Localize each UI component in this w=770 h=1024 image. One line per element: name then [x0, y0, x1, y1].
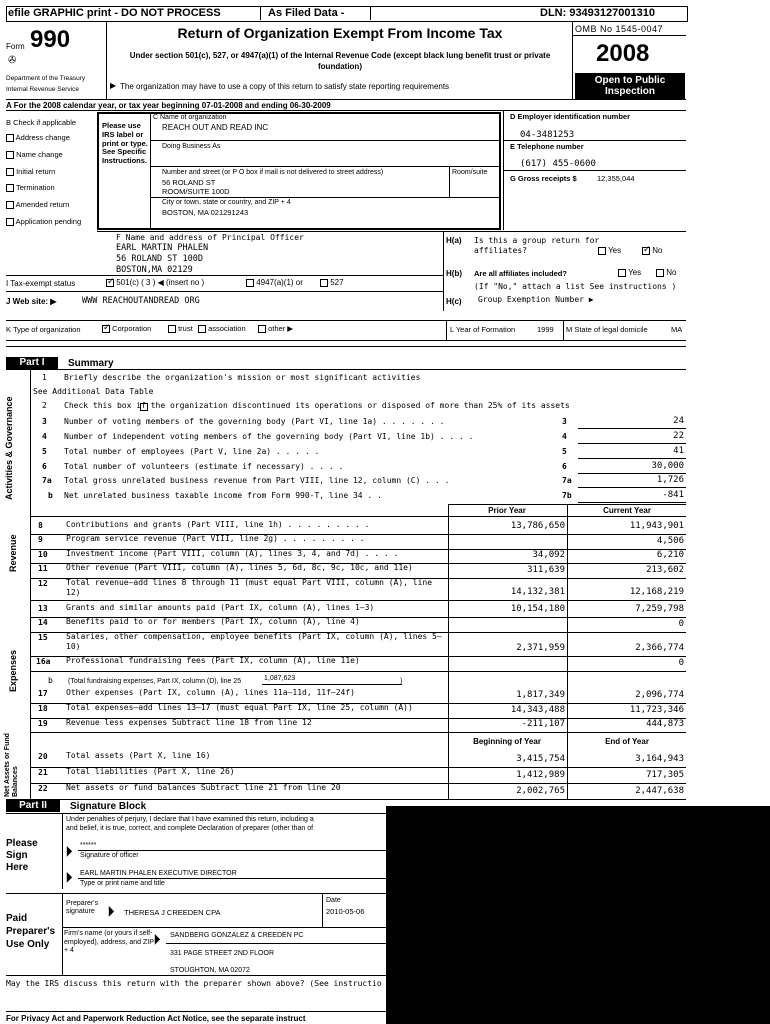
part2-title: Signature Block	[70, 801, 147, 812]
signature-stars: ******	[80, 842, 97, 849]
ha-label: H(a)	[446, 236, 462, 245]
side-net-assets: Net Assets or Fund Balances	[4, 733, 19, 797]
ha-text: Is this a group return for affiliates?	[474, 236, 600, 255]
col-beginning-year: Beginning of Year	[473, 737, 541, 746]
perjury-line-2: and belief, it is true, correct, and complete Declaration of preparer (other than of	[66, 825, 314, 832]
website-label: J Web site: ▶	[6, 297, 57, 306]
current-value: 7,259,798	[635, 604, 684, 614]
fin-line-num: 14	[38, 618, 48, 627]
current-value: 0	[678, 619, 684, 629]
org-type-trust[interactable]: trust	[168, 324, 193, 333]
street-line-2: ROOM/SUITE 100D	[162, 187, 230, 196]
paid-preparer-label: Paid Preparer's Use Only	[6, 913, 56, 950]
line-a: A For the 2008 calendar year, or tax year beginning 07-01-2008 and ending 06-30-2009	[6, 101, 331, 110]
fin-line-text: Total expenses—add lines 13–17 (must equal Part IX, line 25, column (A))	[66, 703, 413, 712]
preparer-signature-label: Preparer's signature	[66, 900, 99, 915]
perjury-line-1: Under penalties of perjury, I declare that I have examined this return, including a	[66, 816, 314, 823]
prior-value: 14,343,488	[510, 705, 565, 715]
fin-line-text: Total liabilities (Part X, line 26)	[66, 767, 235, 776]
line16b-value: 1,087,623	[264, 675, 296, 682]
efile-label: efile GRAPHIC print - DO NOT PROCESS	[8, 7, 221, 19]
prior-value: 2,002,765	[516, 786, 565, 796]
side-revenue: Revenue	[8, 534, 18, 572]
form-subtitle: Under section 501(c), 527, or 4947(a)(1) of the Internal Revenue Code (except black lung benefit trust or private foundation)	[129, 51, 551, 71]
prior-value: 1,412,989	[516, 770, 565, 780]
gov-line-num: b	[48, 491, 53, 500]
fin-line-text: Net assets or fund balances Subtract line 21 from line 20	[66, 783, 341, 792]
gov-line-ref: 6	[562, 462, 567, 471]
fin-line-text: Total revenue—add lines 8 through 11 (must equal Part VIII, column (A), line 12)	[66, 578, 433, 597]
firm-address: 331 PAGE STREET 2ND FLOOR	[170, 950, 274, 957]
current-value: 2,096,774	[635, 690, 684, 700]
amended-return-check[interactable]: Amended return	[6, 197, 81, 214]
name-change-check[interactable]: Name change	[6, 147, 81, 164]
domicile-label: M State of legal domicile	[566, 325, 648, 334]
col-prior-year: Prior Year	[488, 506, 526, 515]
row-divider	[30, 732, 686, 733]
street-line-1: 56 ROLAND ST	[162, 178, 216, 187]
dept-treasury: Department of the Treasury	[6, 75, 86, 82]
hb-no[interactable]: No	[656, 268, 676, 277]
line2-num: 2	[42, 401, 47, 410]
fin-line-num: 10	[38, 550, 48, 559]
fin-line-num: 16a	[36, 657, 51, 666]
officer-name: EARL MARTIN PHALEN	[116, 243, 209, 253]
termination-check[interactable]: Termination	[6, 180, 81, 197]
hc-text: Group Exemption Number ▶	[478, 295, 594, 304]
sign-arrow-icon-2: ▶	[66, 868, 73, 884]
city-label: City or town, state or country, and ZIP + 4	[162, 199, 291, 206]
gov-line-value: 41	[673, 446, 684, 456]
dba-label: Doing Business As	[162, 143, 221, 150]
domicile-value: MA	[671, 325, 683, 334]
formation-label: L Year of Formation	[450, 325, 516, 334]
firm-city: STOUGHTON, MA 02072	[170, 967, 250, 974]
firm-label: Firm's name (or yours if self-employed), address, and ZIP + 4	[64, 930, 154, 954]
irs-discuss-question: May the IRS discuss this return with the preparer shown above? (See instructio	[6, 979, 382, 988]
fin-line-num: 18	[38, 704, 48, 713]
form-title: Return of Organization Exempt From Income Tax	[177, 25, 503, 41]
gov-line-num: 6	[42, 462, 47, 471]
hb-text: Are all affiliates included?	[474, 269, 567, 278]
fin-line-num: 15	[38, 633, 48, 642]
irs-eagle-icon: ✇	[8, 55, 17, 66]
current-value: 213,602	[646, 565, 684, 575]
officer-title: EARL MARTIN PHALEN EXECUTIVE DIRECTOR	[80, 870, 237, 877]
gross-value: 12,355,044	[597, 174, 635, 183]
gov-line-num: 4	[42, 432, 47, 441]
gov-line-text: Number of independent voting members of the governing body (Part VI, line 1b) . . . .	[64, 432, 474, 441]
gov-line-num: 5	[42, 447, 47, 456]
fin-line-text: Investment income (Part VIII, column (A), lines 3, 4, and 7d) . . . .	[66, 549, 399, 558]
fin-line-num: 20	[38, 752, 48, 761]
value-underline	[578, 458, 686, 459]
gov-line-value: 24	[673, 416, 684, 426]
phone-label: E Telephone number	[510, 142, 584, 151]
prior-value: 14,132,381	[510, 587, 565, 597]
firm-name: SANDBERG GONZALEZ & CREEDEN PC	[170, 932, 304, 939]
org-name: REACH OUT AND READ INC	[162, 123, 269, 132]
name-title-label: Type or print name and title	[80, 880, 165, 887]
gov-line-ref: 5	[562, 447, 567, 456]
org-type-corporation[interactable]: ✓ Corporation	[102, 324, 151, 333]
initial-return-check[interactable]: Initial return	[6, 164, 81, 181]
ein-label: D Employer identification number	[510, 112, 631, 121]
side-expenses: Expenses	[8, 649, 18, 692]
fin-line-num: 11	[38, 564, 48, 573]
c-name-label: C Name of organization	[153, 114, 227, 121]
prior-value: -211,107	[521, 719, 565, 729]
gov-line-value: 1,726	[656, 475, 684, 485]
current-value: 6,210	[656, 550, 684, 560]
firm-arrow-icon: ▶	[154, 930, 161, 946]
preparer-name: THERESA J CREEDEN CPA	[124, 908, 221, 917]
sign-arrow-icon: ▶	[66, 842, 73, 858]
fin-line-text: Grants and similar amounts paid (Part IX, column (A), lines 1–3)	[66, 603, 375, 612]
ein-value: 04-3481253	[520, 130, 575, 140]
prior-value: 34,092	[532, 550, 565, 560]
gov-line-value: 22	[673, 431, 684, 441]
officer-city: BOSTON,MA 02129	[116, 265, 193, 275]
current-value: 3,164,943	[635, 754, 684, 764]
value-underline	[578, 502, 686, 503]
current-value: 11,943,901	[629, 521, 684, 531]
fin-line-num: 9	[38, 535, 43, 544]
see-additional: See Additional Data Table	[33, 387, 154, 396]
fin-line-text: Revenue less expenses Subtract line 18 from line 12	[66, 718, 312, 727]
gross-label: G Gross receipts $	[510, 174, 577, 183]
fin-line-text: Other expenses (Part IX, column (A), lines 11a–11d, 11f–24f)	[66, 688, 355, 697]
prep-arrow-icon: ▶	[108, 902, 115, 918]
website-value[interactable]: WWW REACHOUTANDREAD ORG	[82, 296, 200, 306]
gov-line-ref: 3	[562, 417, 567, 426]
col-end-year: End of Year	[605, 737, 649, 746]
omb-number: OMB No 1545-0047	[575, 24, 664, 34]
part1-title: Summary	[68, 358, 114, 369]
privacy-notice: For Privacy Act and Paperwork Reduction Act Notice, see the separate instruct	[6, 1014, 306, 1023]
part1-tag: Part I	[6, 357, 58, 369]
fin-line-text: Professional fundraising fees (Part IX, column (A), line 11e)	[66, 656, 360, 665]
fin-line-num: 12	[38, 579, 48, 588]
b-checklist	[6, 130, 81, 231]
gov-line-ref: 7b	[562, 491, 572, 500]
fin-line-num: 8	[38, 521, 43, 530]
fin-line-text: Total assets (Part X, line 16)	[66, 751, 211, 760]
tax-exempt-label: I Tax-exempt status	[6, 279, 76, 288]
prior-value: 1,817,349	[516, 690, 565, 700]
gov-line-value: 30,000	[651, 461, 684, 471]
current-value: 444,873	[646, 719, 684, 729]
col-current-year: Current Year	[603, 506, 651, 515]
line1-text: Briefly describe the organization's mission or most significant activities	[64, 373, 421, 382]
fin-line-num: 13	[38, 604, 48, 613]
form-number: 990	[30, 26, 71, 53]
current-value: 12,168,219	[629, 587, 684, 597]
as-filed-label: As Filed Data -	[268, 7, 345, 19]
fin-line-text: Salaries, other compensation, employee benefits (Part IX, column (A), lines 5–10)	[66, 632, 442, 651]
row-divider	[30, 600, 686, 601]
org-type-other[interactable]: other ▶	[258, 324, 293, 333]
gov-line-ref: 7a	[562, 476, 572, 485]
line16b-close: )	[400, 678, 403, 685]
room-label: Room/suite	[452, 169, 488, 176]
arrow-icon: ▶	[110, 81, 117, 90]
prior-value: 311,639	[527, 565, 565, 575]
please-sign-label: Please Sign Here	[6, 838, 38, 873]
line16b-num: b	[48, 676, 53, 685]
value-underline	[578, 443, 686, 444]
ha-yes[interactable]: Yes	[598, 246, 621, 255]
ha-no[interactable]: ✓ No	[642, 246, 662, 255]
current-value: 717,305	[646, 770, 684, 780]
fin-line-text: Other revenue (Part VIII, column (A), lines 5, 6d, 8c, 9c, 10c, and 11e)	[66, 563, 413, 572]
gov-line-text: Total number of employees (Part V, line 2a) . . . . .	[64, 447, 320, 456]
gov-line-text: Number of voting members of the governing body (Part VI, line 1a) . . . . . . .	[64, 417, 445, 426]
application-pending-check[interactable]: Application pending	[6, 214, 81, 231]
date-value: 2010-05-06	[326, 907, 365, 916]
phone-value: (617) 455-0600	[520, 159, 596, 169]
line16b-text: (Total fundraising expenses, Part IX, column (D), line 25	[68, 678, 242, 685]
check-if-label: B Check if applicable	[6, 118, 77, 127]
org-type-association[interactable]: association	[198, 324, 246, 333]
form-label: Form	[6, 42, 25, 51]
tax-year: 2008	[596, 40, 650, 67]
status-501c[interactable]: ✓ 501(c) ( 3 ) ◀ (insert no )	[106, 278, 204, 287]
dln-label: DLN: 93493127001310	[540, 7, 655, 19]
signature-label: Signature of officer	[80, 852, 139, 859]
current-value: 2,447,638	[635, 786, 684, 796]
current-value: 0	[678, 658, 684, 668]
hb-label: H(b)	[446, 269, 462, 278]
line1-num: 1	[42, 373, 47, 382]
redaction-block	[386, 806, 770, 1024]
hb-yes[interactable]: Yes	[618, 268, 641, 277]
gov-line-text: Total gross unrelated business revenue from Part VIII, line 12, column (C) . . .	[64, 476, 450, 485]
gov-line-num: 7a	[42, 476, 52, 485]
value-underline	[578, 487, 686, 488]
gov-line-ref: 4	[562, 432, 567, 441]
gov-line-num: 3	[42, 417, 47, 426]
please-use-label: Please use IRS label or print or type. See Specific Instructions.	[102, 121, 148, 166]
row-divider	[30, 671, 686, 672]
city-value: BOSTON, MA 021291243	[162, 208, 249, 217]
fin-line-num: 17	[38, 689, 48, 698]
part2-tag: Part II	[6, 800, 60, 812]
open-public-badge: Open to Public Inspection	[575, 73, 685, 99]
prior-value: 2,371,959	[516, 643, 565, 653]
address-change-check[interactable]: Address change	[6, 130, 81, 147]
fin-line-text: Benefits paid to or for members (Part IX, column (A), line 4)	[66, 617, 360, 626]
gov-line-text: Net unrelated business taxable income from Form 990-T, line 34 . .	[64, 491, 382, 500]
state-note: The organization may have to use a copy of this return to satisfy state reporting requirements	[120, 82, 450, 91]
status-4947[interactable]: 4947(a)(1) or	[246, 278, 303, 287]
formation-year: 1999	[537, 325, 554, 334]
date-label: Date	[326, 897, 341, 904]
gov-line-text: Total number of volunteers (estimate if necessary) . . . .	[64, 462, 344, 471]
status-527[interactable]: 527	[320, 278, 344, 287]
hc-label: H(c)	[446, 297, 462, 306]
gov-line-value: -841	[662, 490, 684, 500]
prior-value: 10,154,180	[510, 604, 565, 614]
value-underline	[578, 473, 686, 474]
dept-irs: Internal Revenue Service	[6, 86, 79, 93]
officer-label: F Name and address of Principal Officer	[116, 233, 304, 242]
fin-line-num: 19	[38, 719, 48, 728]
line2-text: Check this box if the organization discontinued its operations or disposed of more than 25% of its assets	[64, 401, 570, 410]
current-value: 4,506	[656, 536, 684, 546]
prior-value: 3,415,754	[516, 754, 565, 764]
org-type-label: K Type of organization	[6, 325, 81, 334]
street-label: Number and street (or P O box if mail is not delivered to street address)	[162, 169, 384, 176]
side-governance: Activities & Governance	[4, 396, 14, 500]
current-value: 11,723,346	[629, 705, 684, 715]
fin-line-text: Program service revenue (Part VIII, line 2g) . . . . . . . . .	[66, 534, 365, 543]
hb-note: (If "No," attach a list See instructions )	[474, 282, 677, 291]
fin-line-num: 22	[38, 784, 48, 793]
fin-line-num: 21	[38, 768, 48, 777]
current-value: 2,366,774	[635, 643, 684, 653]
prior-value: 13,786,650	[510, 521, 565, 531]
fin-line-text: Contributions and grants (Part VIII, line 1h) . . . . . . . . .	[66, 520, 370, 529]
officer-street: 56 ROLAND ST 100D	[116, 254, 203, 264]
value-underline	[578, 428, 686, 429]
